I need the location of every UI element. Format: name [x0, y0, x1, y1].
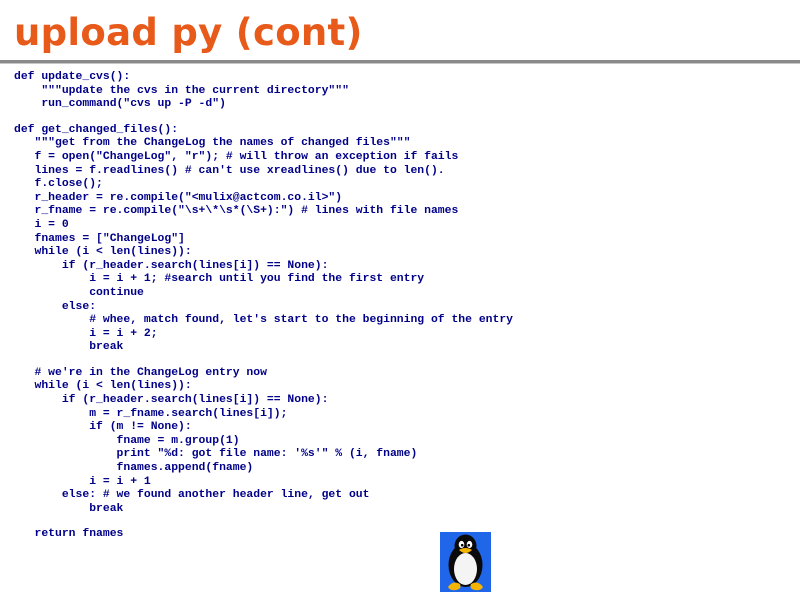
code-line: continue [14, 286, 144, 299]
code-line: fnames.append(fname) [14, 462, 254, 475]
code-line: lines = f.readlines() # can't use xreadlines() due to len(). [14, 164, 445, 177]
tux-penguin-icon [440, 532, 491, 592]
code-line: # we're in the ChangeLog entry now [14, 366, 267, 379]
code-line: break [14, 502, 124, 515]
code-line: r_header = re.compile("<mulix@actcom.co.il>") [14, 191, 343, 204]
code-line: i = 0 [14, 218, 69, 231]
code-line: run_command("cvs up -P -d") [14, 98, 226, 111]
code-line: r_fname = re.compile("\s+\*\s*(\S+):") # lines with file names [14, 205, 459, 218]
code-line [14, 112, 513, 124]
code-line: i = i + 1; #search until you find the first entry [14, 273, 425, 286]
slide-title: upload py (cont) [14, 11, 363, 54]
code-line: i = i + 1 [14, 475, 151, 488]
code-line: """get from the ChangeLog the names of changed files""" [14, 137, 411, 150]
code-line: return fnames [14, 528, 124, 541]
code-line: # whee, match found, let's start to the beginning of the entry [14, 314, 513, 327]
code-line: else: # we found another header line, get out [14, 489, 370, 502]
title-divider [0, 60, 800, 64]
code-line: f = open("ChangeLog", "r"); # will throw an exception if fails [14, 150, 459, 163]
code-line: m = r_fname.search(lines[i]); [14, 407, 288, 420]
code-line: while (i < len(lines)): [14, 246, 192, 259]
code-line: print "%d: got file name: '%s'" % (i, fname) [14, 448, 418, 461]
code-line: f.close(); [14, 178, 103, 191]
code-line: if (r_header.search(lines[i]) == None): [14, 259, 329, 272]
code-line: def update_cvs(): [14, 71, 131, 83]
code-line: fname = m.group(1) [14, 434, 240, 447]
code-block [14, 71, 513, 542]
code-line: i = i + 2; [14, 327, 158, 340]
code-line: while (i < len(lines)): [14, 380, 192, 393]
code-line: if (m != None): [14, 421, 192, 434]
code-line: if (r_header.search(lines[i]) == None): [14, 394, 329, 407]
code-line: def get_changed_files(): [14, 123, 179, 136]
code-line: break [14, 341, 124, 354]
code-line: else: [14, 300, 97, 313]
code-line [14, 516, 513, 528]
code-line [14, 355, 513, 367]
code-line: fnames = ["ChangeLog"] [14, 232, 185, 245]
code-line: """update the cvs in the current directory""" [14, 84, 349, 97]
